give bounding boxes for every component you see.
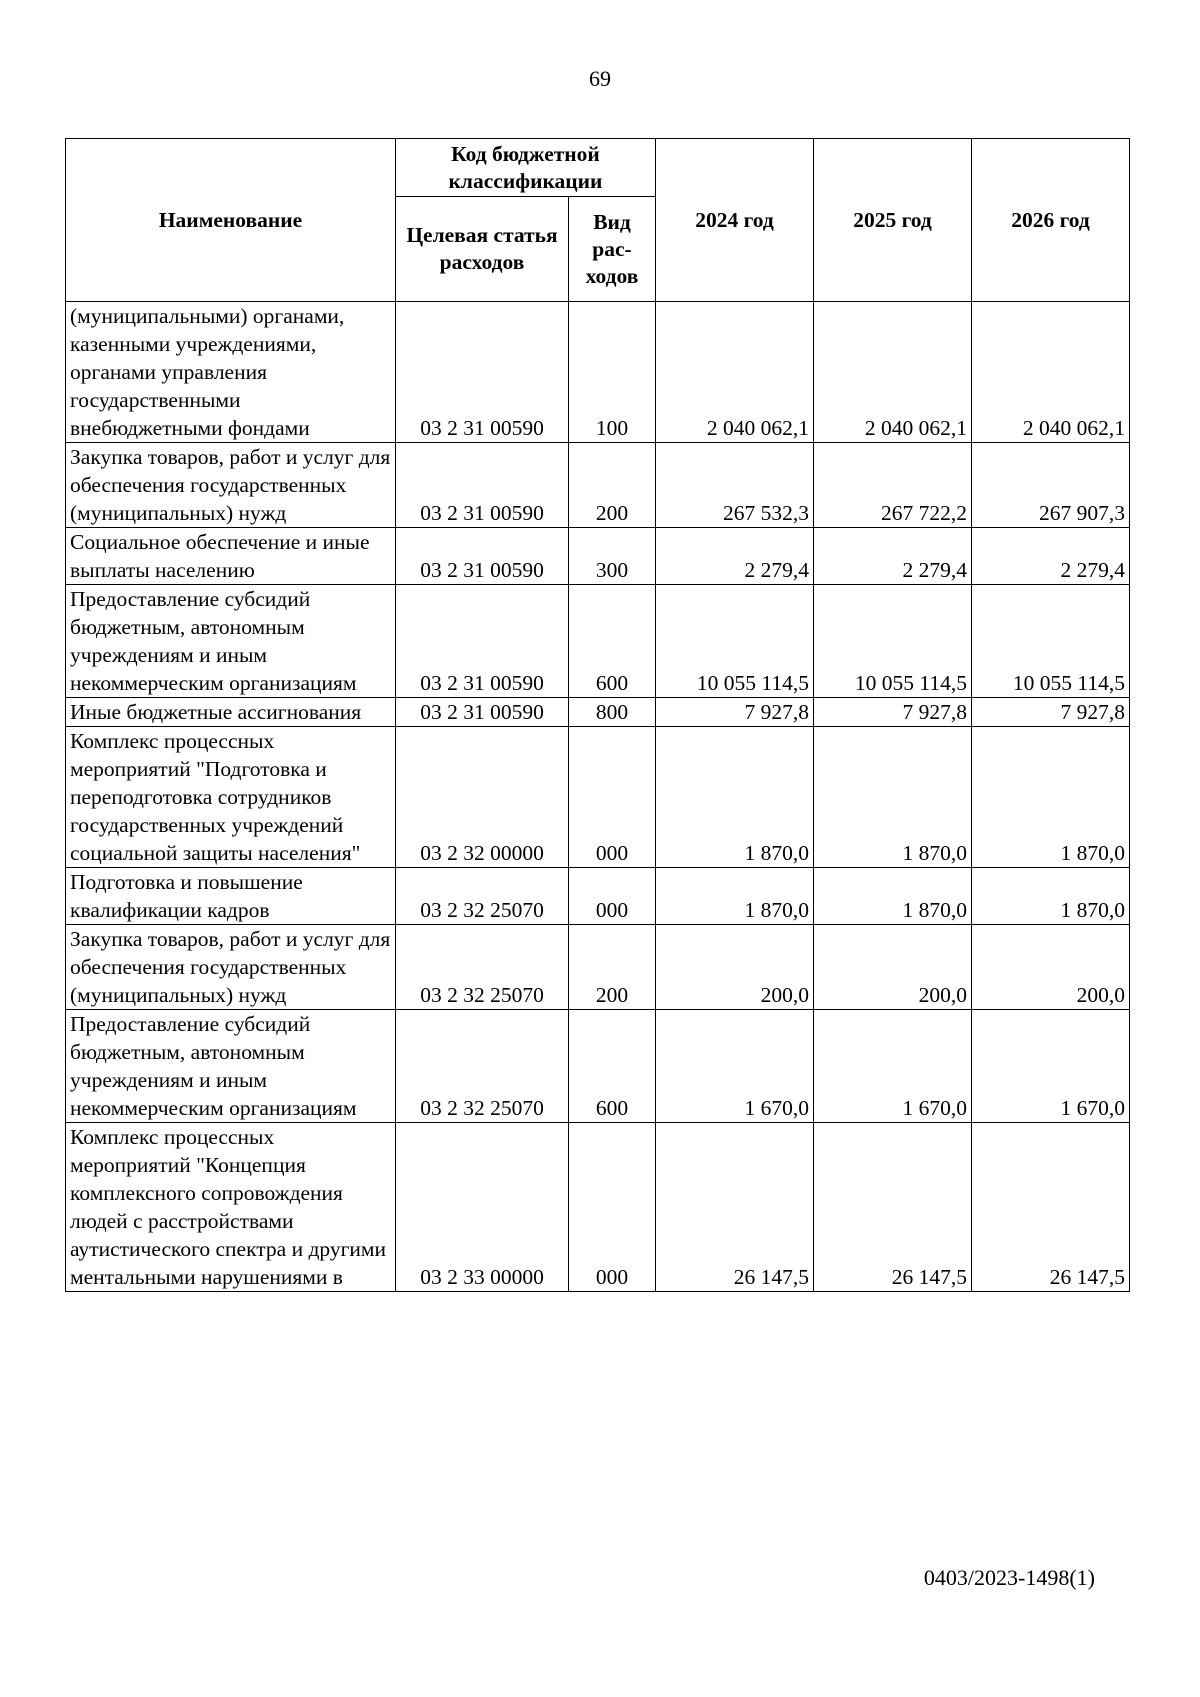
row-expense-kind: 600	[569, 1010, 656, 1123]
row-value-2026: 26 147,5	[972, 1123, 1130, 1292]
row-value-2024: 26 147,5	[656, 1123, 814, 1292]
table-row	[66, 868, 1130, 925]
row-value-2026: 2 040 062,1	[972, 302, 1130, 443]
row-value-2024: 2 279,4	[656, 528, 814, 585]
row-value-2026: 2 279,4	[972, 528, 1130, 585]
row-value-2025: 200,0	[814, 925, 972, 1010]
row-value-2025: 10 055 114,5	[814, 585, 972, 698]
header-name: Наименование	[66, 139, 396, 302]
row-value-2026: 10 055 114,5	[972, 585, 1130, 698]
row-value-2024: 10 055 114,5	[656, 585, 814, 698]
row-expense-kind: 300	[569, 528, 656, 585]
row-value-2024: 200,0	[656, 925, 814, 1010]
row-expense-kind: 000	[569, 868, 656, 925]
page-number: 69	[589, 66, 611, 91]
row-value-2024: 267 532,3	[656, 443, 814, 528]
table-row	[66, 302, 1130, 443]
row-value-2024: 7 927,8	[656, 698, 814, 727]
table-row	[66, 925, 1130, 1010]
row-expense-kind: 000	[569, 1123, 656, 1292]
header-code-group: Код бюджетной классификации	[396, 139, 656, 197]
row-name: Комплекс процессных мероприятий "Концепция комплексного сопровождения людей с расстройствами аутистического спектра и другими ментальными нарушениями в	[66, 1123, 396, 1292]
table-row	[66, 1123, 1130, 1292]
table-row	[66, 585, 1130, 698]
row-value-2025: 26 147,5	[814, 1123, 972, 1292]
row-value-2026: 1 670,0	[972, 1010, 1130, 1123]
table-row	[66, 1010, 1130, 1123]
row-name: Подготовка и повышение квалификации кадров	[66, 868, 396, 925]
row-target-code: 03 2 31 00590	[396, 528, 569, 585]
row-name: (муниципальными) органами, казенными учреждениями, органами управления государственными внебюджетными фондами	[66, 302, 396, 443]
row-target-code: 03 2 33 00000	[396, 1123, 569, 1292]
row-name: Предоставление субсидий бюджетным, автономным учреждениям и иным некоммерческим организациям	[66, 1010, 396, 1123]
row-value-2025: 1 670,0	[814, 1010, 972, 1123]
row-target-code: 03 2 32 25070	[396, 925, 569, 1010]
row-value-2026: 1 870,0	[972, 727, 1130, 868]
header-year-2024: 2024 год	[656, 139, 814, 302]
row-value-2024: 1 870,0	[656, 727, 814, 868]
header-year-2025: 2025 год	[814, 139, 972, 302]
table-row	[66, 698, 1130, 727]
row-target-code: 03 2 31 00590	[396, 443, 569, 528]
row-value-2025: 7 927,8	[814, 698, 972, 727]
header-year-2026: 2026 год	[972, 139, 1130, 302]
row-name: Социальное обеспечение и иные выплаты населению	[66, 528, 396, 585]
row-target-code: 03 2 32 00000	[396, 727, 569, 868]
header-expense-kind: Вид рас-ходов	[569, 197, 656, 302]
row-value-2025: 267 722,2	[814, 443, 972, 528]
budget-table	[65, 138, 1130, 1292]
row-value-2026: 1 870,0	[972, 868, 1130, 925]
row-value-2026: 267 907,3	[972, 443, 1130, 528]
row-value-2026: 7 927,8	[972, 698, 1130, 727]
row-target-code: 03 2 31 00590	[396, 585, 569, 698]
row-expense-kind: 600	[569, 585, 656, 698]
row-target-code: 03 2 32 25070	[396, 868, 569, 925]
document-code: 0403/2023-1498(1)	[923, 1565, 1095, 1590]
row-name: Закупка товаров, работ и услуг для обеспечения государственных (муниципальных) нужд	[66, 443, 396, 528]
row-value-2024: 1 870,0	[656, 868, 814, 925]
row-value-2025: 1 870,0	[814, 727, 972, 868]
table-row	[66, 727, 1130, 868]
row-value-2025: 2 279,4	[814, 528, 972, 585]
header-target-article: Целевая статья расходов	[396, 197, 569, 302]
row-target-code: 03 2 31 00590	[396, 302, 569, 443]
row-value-2024: 1 670,0	[656, 1010, 814, 1123]
row-value-2025: 1 870,0	[814, 868, 972, 925]
table-row	[66, 528, 1130, 585]
row-target-code: 03 2 32 25070	[396, 1010, 569, 1123]
row-value-2024: 2 040 062,1	[656, 302, 814, 443]
row-name: Закупка товаров, работ и услуг для обеспечения государственных (муниципальных) нужд	[66, 925, 396, 1010]
row-expense-kind: 800	[569, 698, 656, 727]
row-value-2025: 2 040 062,1	[814, 302, 972, 443]
table-row	[66, 443, 1130, 528]
row-name: Предоставление субсидий бюджетным, автономным учреждениям и иным некоммерческим организациям	[66, 585, 396, 698]
row-value-2026: 200,0	[972, 925, 1130, 1010]
row-name: Комплекс процессных мероприятий "Подготовка и переподготовка сотрудников государственных учреждений социальной защиты населения"	[66, 727, 396, 868]
row-expense-kind: 100	[569, 302, 656, 443]
row-expense-kind: 200	[569, 925, 656, 1010]
row-expense-kind: 000	[569, 727, 656, 868]
row-name: Иные бюджетные ассигнования	[66, 698, 396, 727]
row-expense-kind: 200	[569, 443, 656, 528]
row-target-code: 03 2 31 00590	[396, 698, 569, 727]
